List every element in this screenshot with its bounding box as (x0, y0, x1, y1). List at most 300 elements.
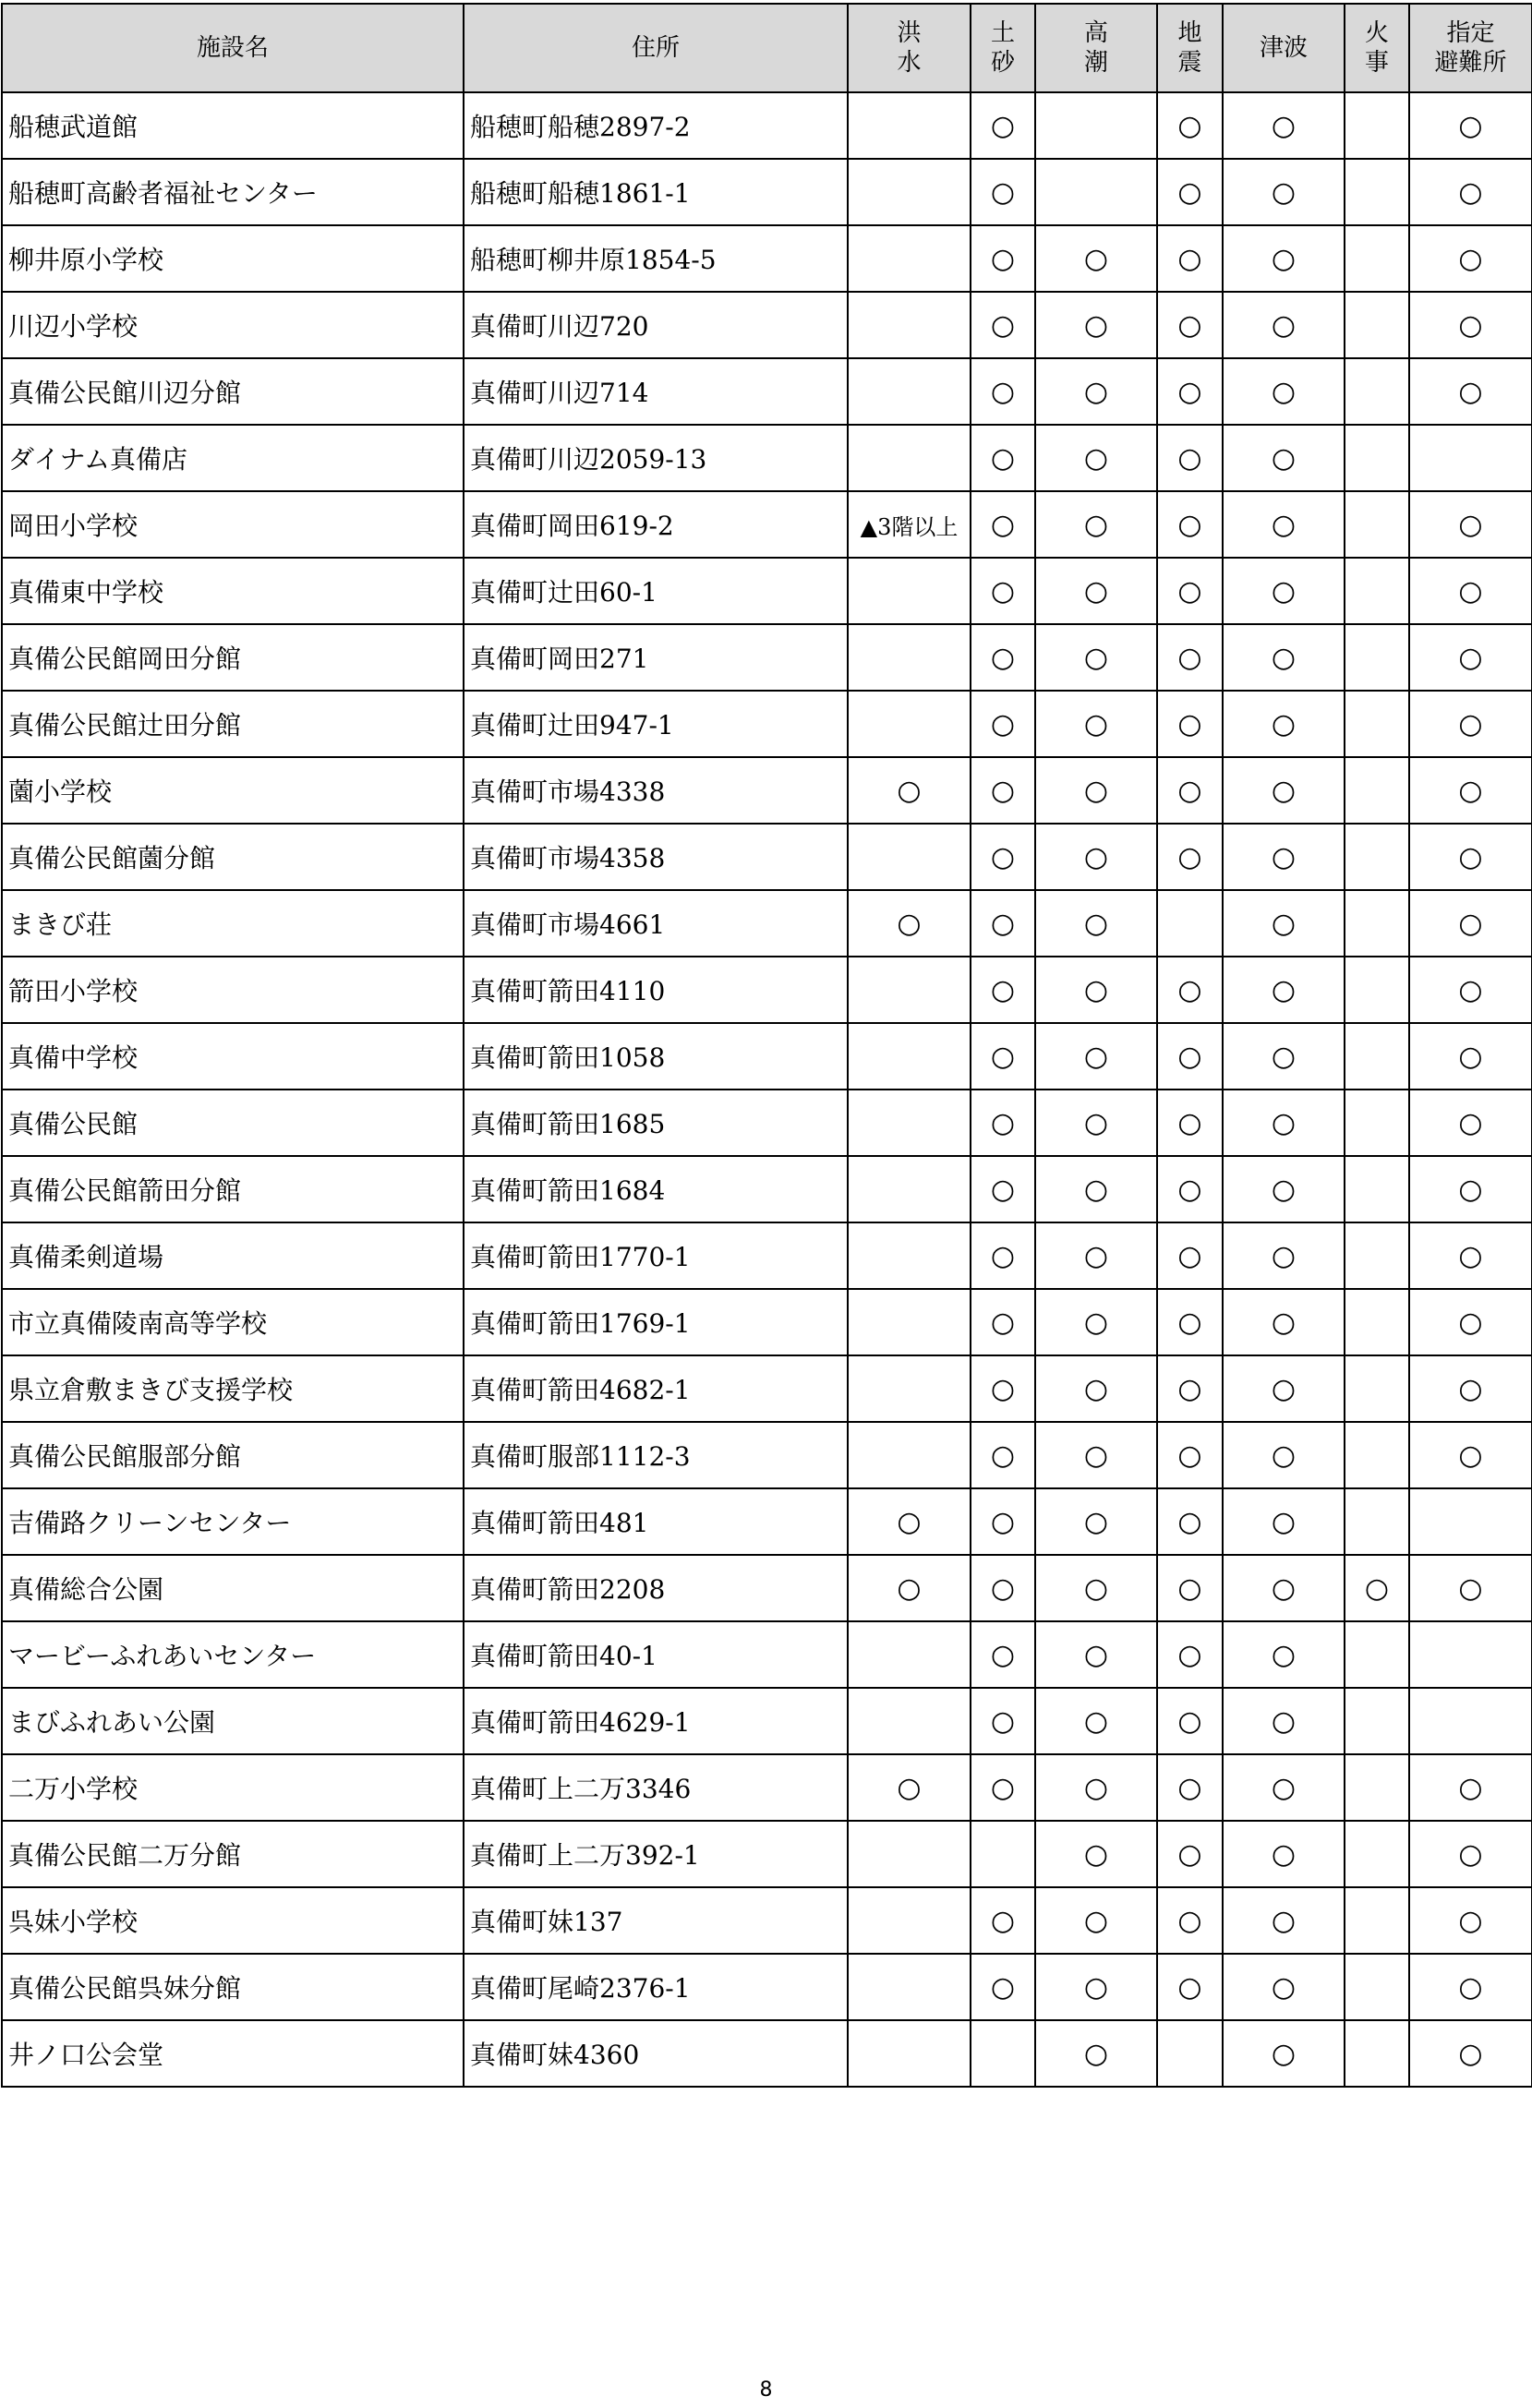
header-flood: 洪 水 (848, 4, 971, 92)
flood-cell (848, 957, 971, 1023)
facility-name-cell: 真備公民館服部分館 (2, 1422, 464, 1488)
facility-name-cell: まびふれあい公園 (2, 1688, 464, 1754)
tsunami-cell: ○ (1223, 425, 1345, 491)
earthquake-cell: ○ (1157, 1156, 1223, 1222)
tsunami-cell: ○ (1223, 1688, 1345, 1754)
storm-surge-cell: ○ (1035, 491, 1157, 558)
designated-shelter-cell: ○ (1409, 1422, 1532, 1488)
facility-name-cell: マービーふれあいセンター (2, 1621, 464, 1688)
landslide-cell: ○ (971, 292, 1035, 358)
facility-name-cell: 真備公民館薗分館 (2, 824, 464, 890)
address-cell: 真備町市場4661 (464, 890, 848, 957)
table-row (2, 358, 1532, 425)
facility-name-cell: 呉妹小学校 (2, 1887, 464, 1954)
storm-surge-cell: ○ (1035, 1754, 1157, 1821)
facility-name-cell: 川辺小学校 (2, 292, 464, 358)
earthquake-cell: ○ (1157, 1821, 1223, 1887)
landslide-cell: ○ (971, 358, 1035, 425)
address-cell: 真備町妹4360 (464, 2020, 848, 2087)
table-row (2, 1289, 1532, 1355)
tsunami-cell: ○ (1223, 1954, 1345, 2020)
table-row (2, 624, 1532, 691)
header-designated-shelter: 指定 避難所 (1409, 4, 1532, 92)
table-row (2, 1555, 1532, 1621)
designated-shelter-cell: ○ (1409, 225, 1532, 292)
storm-surge-cell: ○ (1035, 1156, 1157, 1222)
flood-cell (848, 159, 971, 225)
header-row (2, 4, 1532, 92)
designated-shelter-cell: ○ (1409, 624, 1532, 691)
storm-surge-cell: ○ (1035, 1488, 1157, 1555)
facility-name-cell: 真備公民館二万分館 (2, 1821, 464, 1887)
tsunami-cell: ○ (1223, 92, 1345, 159)
flood-cell (848, 558, 971, 624)
storm-surge-cell: ○ (1035, 1555, 1157, 1621)
storm-surge-cell: ○ (1035, 1688, 1157, 1754)
landslide-cell: ○ (971, 558, 1035, 624)
address-cell: 真備町川辺714 (464, 358, 848, 425)
tsunami-cell: ○ (1223, 1887, 1345, 1954)
facility-name-cell: 県立倉敷まきび支援学校 (2, 1355, 464, 1422)
earthquake-cell: ○ (1157, 691, 1223, 757)
facility-name-cell: 真備公民館岡田分館 (2, 624, 464, 691)
fire-cell (1345, 159, 1409, 225)
page-number: 8 (759, 2378, 773, 2402)
landslide-cell: ○ (971, 1555, 1035, 1621)
fire-cell (1345, 1887, 1409, 1954)
landslide-cell: ○ (971, 890, 1035, 957)
facility-name-cell: 柳井原小学校 (2, 225, 464, 292)
storm-surge-cell: ○ (1035, 1090, 1157, 1156)
designated-shelter-cell: ○ (1409, 2020, 1532, 2087)
fire-cell (1345, 1289, 1409, 1355)
table-row (2, 491, 1532, 558)
table-row (2, 1090, 1532, 1156)
storm-surge-cell: ○ (1035, 1222, 1157, 1289)
storm-surge-cell: ○ (1035, 757, 1157, 824)
table-row (2, 1954, 1532, 2020)
designated-shelter-cell: ○ (1409, 159, 1532, 225)
landslide-cell (971, 1821, 1035, 1887)
fire-cell (1345, 1355, 1409, 1422)
tsunami-cell: ○ (1223, 2020, 1345, 2087)
landslide-cell: ○ (971, 425, 1035, 491)
tsunami-cell: ○ (1223, 824, 1345, 890)
facility-name-cell: 真備総合公園 (2, 1555, 464, 1621)
tsunami-cell: ○ (1223, 159, 1345, 225)
landslide-cell: ○ (971, 1887, 1035, 1954)
designated-shelter-cell: ○ (1409, 824, 1532, 890)
table-row (2, 425, 1532, 491)
tsunami-cell: ○ (1223, 358, 1345, 425)
landslide-cell: ○ (971, 1023, 1035, 1090)
designated-shelter-cell: ○ (1409, 1289, 1532, 1355)
tsunami-cell: ○ (1223, 957, 1345, 1023)
flood-cell: ○ (848, 757, 971, 824)
flood-cell (848, 292, 971, 358)
facility-name-cell: ダイナム真備店 (2, 425, 464, 491)
address-cell: 真備町辻田60-1 (464, 558, 848, 624)
landslide-cell: ○ (971, 624, 1035, 691)
storm-surge-cell: ○ (1035, 624, 1157, 691)
tsunami-cell: ○ (1223, 1821, 1345, 1887)
tsunami-cell: ○ (1223, 1754, 1345, 1821)
fire-cell (1345, 491, 1409, 558)
address-cell: 真備町箭田2208 (464, 1555, 848, 1621)
table-row (2, 1821, 1532, 1887)
landslide-cell: ○ (971, 92, 1035, 159)
fire-cell (1345, 425, 1409, 491)
earthquake-cell: ○ (1157, 92, 1223, 159)
evacuation-facility-table (1, 3, 1532, 2088)
flood-cell (848, 1954, 971, 2020)
table-row (2, 691, 1532, 757)
storm-surge-cell: ○ (1035, 2020, 1157, 2087)
designated-shelter-cell: ○ (1409, 1887, 1532, 1954)
address-cell: 真備町妹137 (464, 1887, 848, 1954)
fire-cell (1345, 1222, 1409, 1289)
earthquake-cell: ○ (1157, 491, 1223, 558)
landslide-cell: ○ (971, 1422, 1035, 1488)
flood-cell (848, 1688, 971, 1754)
fire-cell (1345, 824, 1409, 890)
flood-cell (848, 225, 971, 292)
address-cell: 真備町箭田40-1 (464, 1621, 848, 1688)
fire-cell (1345, 225, 1409, 292)
header-storm-surge: 高 潮 (1035, 4, 1157, 92)
flood-cell (848, 1355, 971, 1422)
fire-cell (1345, 558, 1409, 624)
landslide-cell: ○ (971, 1156, 1035, 1222)
landslide-cell: ○ (971, 1954, 1035, 2020)
storm-surge-cell: ○ (1035, 1954, 1157, 2020)
designated-shelter-cell: ○ (1409, 890, 1532, 957)
earthquake-cell (1157, 2020, 1223, 2087)
flood-cell: ▲3階以上 (848, 491, 971, 558)
fire-cell (1345, 1621, 1409, 1688)
storm-surge-cell: ○ (1035, 1289, 1157, 1355)
table-row (2, 957, 1532, 1023)
storm-surge-cell: ○ (1035, 225, 1157, 292)
designated-shelter-cell: ○ (1409, 491, 1532, 558)
storm-surge-cell (1035, 159, 1157, 225)
earthquake-cell: ○ (1157, 425, 1223, 491)
designated-shelter-cell: ○ (1409, 1555, 1532, 1621)
address-cell: 真備町岡田619-2 (464, 491, 848, 558)
header-facility-name: 施設名 (2, 4, 464, 92)
flood-cell (848, 1090, 971, 1156)
storm-surge-cell: ○ (1035, 890, 1157, 957)
earthquake-cell: ○ (1157, 1555, 1223, 1621)
designated-shelter-cell: ○ (1409, 691, 1532, 757)
flood-cell (848, 1821, 971, 1887)
address-cell: 真備町箭田4682-1 (464, 1355, 848, 1422)
landslide-cell: ○ (971, 824, 1035, 890)
facility-name-cell: 真備公民館呉妹分館 (2, 1954, 464, 2020)
earthquake-cell: ○ (1157, 558, 1223, 624)
address-cell: 真備町尾崎2376-1 (464, 1954, 848, 2020)
flood-cell (848, 358, 971, 425)
address-cell: 船穂町柳井原1854-5 (464, 225, 848, 292)
fire-cell: ○ (1345, 1555, 1409, 1621)
fire-cell (1345, 1954, 1409, 2020)
facility-name-cell: 吉備路クリーンセンター (2, 1488, 464, 1555)
earthquake-cell: ○ (1157, 225, 1223, 292)
designated-shelter-cell (1409, 1688, 1532, 1754)
fire-cell (1345, 1422, 1409, 1488)
table-row (2, 1023, 1532, 1090)
header-tsunami: 津波 (1223, 4, 1345, 92)
storm-surge-cell: ○ (1035, 1422, 1157, 1488)
flood-cell (848, 691, 971, 757)
earthquake-cell: ○ (1157, 1355, 1223, 1422)
facility-name-cell: 二万小学校 (2, 1754, 464, 1821)
landslide-cell: ○ (971, 691, 1035, 757)
table-row (2, 558, 1532, 624)
facility-name-cell: 真備柔剣道場 (2, 1222, 464, 1289)
storm-surge-cell: ○ (1035, 558, 1157, 624)
storm-surge-cell (1035, 92, 1157, 159)
fire-cell (1345, 1488, 1409, 1555)
tsunami-cell: ○ (1223, 1621, 1345, 1688)
table-row (2, 1754, 1532, 1821)
address-cell: 真備町市場4338 (464, 757, 848, 824)
tsunami-cell: ○ (1223, 1222, 1345, 1289)
landslide-cell (971, 2020, 1035, 2087)
earthquake-cell: ○ (1157, 1023, 1223, 1090)
designated-shelter-cell: ○ (1409, 1754, 1532, 1821)
facility-name-cell: 市立真備陵南高等学校 (2, 1289, 464, 1355)
fire-cell (1345, 957, 1409, 1023)
fire-cell (1345, 2020, 1409, 2087)
earthquake-cell: ○ (1157, 1621, 1223, 1688)
designated-shelter-cell: ○ (1409, 358, 1532, 425)
landslide-cell: ○ (971, 1621, 1035, 1688)
storm-surge-cell: ○ (1035, 1621, 1157, 1688)
flood-cell (848, 1156, 971, 1222)
earthquake-cell: ○ (1157, 1090, 1223, 1156)
table-row (2, 292, 1532, 358)
tsunami-cell: ○ (1223, 624, 1345, 691)
tsunami-cell: ○ (1223, 890, 1345, 957)
landslide-cell: ○ (971, 225, 1035, 292)
designated-shelter-cell: ○ (1409, 1355, 1532, 1422)
address-cell: 真備町川辺2059-13 (464, 425, 848, 491)
storm-surge-cell: ○ (1035, 292, 1157, 358)
table-row (2, 824, 1532, 890)
table-row (2, 1422, 1532, 1488)
tsunami-cell: ○ (1223, 491, 1345, 558)
tsunami-cell: ○ (1223, 1555, 1345, 1621)
tsunami-cell: ○ (1223, 225, 1345, 292)
address-cell: 真備町服部1112-3 (464, 1422, 848, 1488)
designated-shelter-cell: ○ (1409, 1821, 1532, 1887)
table-row (2, 1156, 1532, 1222)
fire-cell (1345, 92, 1409, 159)
earthquake-cell: ○ (1157, 159, 1223, 225)
flood-cell (848, 1887, 971, 1954)
landslide-cell: ○ (971, 1289, 1035, 1355)
header-earthquake: 地 震 (1157, 4, 1223, 92)
fire-cell (1345, 292, 1409, 358)
earthquake-cell (1157, 890, 1223, 957)
address-cell: 真備町箭田1685 (464, 1090, 848, 1156)
facility-name-cell: 船穂武道館 (2, 92, 464, 159)
designated-shelter-cell: ○ (1409, 1090, 1532, 1156)
flood-cell (848, 1621, 971, 1688)
fire-cell (1345, 1090, 1409, 1156)
landslide-cell: ○ (971, 1355, 1035, 1422)
flood-cell (848, 624, 971, 691)
storm-surge-cell: ○ (1035, 1887, 1157, 1954)
address-cell: 真備町岡田271 (464, 624, 848, 691)
facility-name-cell: 真備東中学校 (2, 558, 464, 624)
flood-cell (848, 2020, 971, 2087)
tsunami-cell: ○ (1223, 1156, 1345, 1222)
fire-cell (1345, 1023, 1409, 1090)
earthquake-cell: ○ (1157, 1954, 1223, 2020)
storm-surge-cell: ○ (1035, 1821, 1157, 1887)
address-cell: 真備町辻田947-1 (464, 691, 848, 757)
fire-cell (1345, 358, 1409, 425)
designated-shelter-cell (1409, 1488, 1532, 1555)
tsunami-cell: ○ (1223, 1355, 1345, 1422)
designated-shelter-cell: ○ (1409, 1156, 1532, 1222)
table-row (2, 2020, 1532, 2087)
landslide-cell: ○ (971, 491, 1035, 558)
facility-name-cell: 岡田小学校 (2, 491, 464, 558)
table-row (2, 1887, 1532, 1954)
tsunami-cell: ○ (1223, 292, 1345, 358)
address-cell: 真備町箭田4110 (464, 957, 848, 1023)
designated-shelter-cell: ○ (1409, 957, 1532, 1023)
landslide-cell: ○ (971, 1090, 1035, 1156)
address-cell: 真備町市場4358 (464, 824, 848, 890)
facility-name-cell: 真備中学校 (2, 1023, 464, 1090)
facility-name-cell: 井ノ口公会堂 (2, 2020, 464, 2087)
tsunami-cell: ○ (1223, 1023, 1345, 1090)
header-fire: 火 事 (1345, 4, 1409, 92)
earthquake-cell: ○ (1157, 1422, 1223, 1488)
designated-shelter-cell: ○ (1409, 1954, 1532, 2020)
address-cell: 真備町上二万392-1 (464, 1821, 848, 1887)
fire-cell (1345, 1688, 1409, 1754)
facility-name-cell: 真備公民館辻田分館 (2, 691, 464, 757)
designated-shelter-cell: ○ (1409, 558, 1532, 624)
address-cell: 真備町箭田1769-1 (464, 1289, 848, 1355)
storm-surge-cell: ○ (1035, 957, 1157, 1023)
tsunami-cell: ○ (1223, 1488, 1345, 1555)
earthquake-cell: ○ (1157, 1688, 1223, 1754)
fire-cell (1345, 757, 1409, 824)
earthquake-cell: ○ (1157, 957, 1223, 1023)
flood-cell (848, 1289, 971, 1355)
storm-surge-cell: ○ (1035, 824, 1157, 890)
earthquake-cell: ○ (1157, 1222, 1223, 1289)
designated-shelter-cell: ○ (1409, 92, 1532, 159)
address-cell: 真備町箭田4629-1 (464, 1688, 848, 1754)
earthquake-cell: ○ (1157, 624, 1223, 691)
fire-cell (1345, 890, 1409, 957)
tsunami-cell: ○ (1223, 1422, 1345, 1488)
landslide-cell: ○ (971, 1222, 1035, 1289)
address-cell: 真備町箭田481 (464, 1488, 848, 1555)
table-row (2, 757, 1532, 824)
earthquake-cell: ○ (1157, 757, 1223, 824)
earthquake-cell: ○ (1157, 1289, 1223, 1355)
facility-name-cell: まきび荘 (2, 890, 464, 957)
earthquake-cell: ○ (1157, 1887, 1223, 1954)
address-cell: 船穂町船穂1861-1 (464, 159, 848, 225)
flood-cell (848, 1222, 971, 1289)
address-cell: 真備町川辺720 (464, 292, 848, 358)
flood-cell (848, 1422, 971, 1488)
table-row (2, 1488, 1532, 1555)
flood-cell: ○ (848, 890, 971, 957)
facility-name-cell: 箭田小学校 (2, 957, 464, 1023)
tsunami-cell: ○ (1223, 757, 1345, 824)
tsunami-cell: ○ (1223, 691, 1345, 757)
table-row (2, 1355, 1532, 1422)
landslide-cell: ○ (971, 1754, 1035, 1821)
tsunami-cell: ○ (1223, 1289, 1345, 1355)
header-landslide: 土 砂 (971, 4, 1035, 92)
earthquake-cell: ○ (1157, 1754, 1223, 1821)
facility-name-cell: 真備公民館川辺分館 (2, 358, 464, 425)
landslide-cell: ○ (971, 757, 1035, 824)
address-cell: 真備町箭田1058 (464, 1023, 848, 1090)
designated-shelter-cell (1409, 425, 1532, 491)
flood-cell: ○ (848, 1488, 971, 1555)
landslide-cell: ○ (971, 1688, 1035, 1754)
storm-surge-cell: ○ (1035, 1355, 1157, 1422)
table-row (2, 1621, 1532, 1688)
earthquake-cell: ○ (1157, 358, 1223, 425)
facility-name-cell: 薗小学校 (2, 757, 464, 824)
flood-cell: ○ (848, 1555, 971, 1621)
table-row (2, 890, 1532, 957)
flood-cell (848, 824, 971, 890)
tsunami-cell: ○ (1223, 558, 1345, 624)
flood-cell (848, 1023, 971, 1090)
header-address: 住所 (464, 4, 848, 92)
facility-name-cell: 真備公民館箭田分館 (2, 1156, 464, 1222)
designated-shelter-cell: ○ (1409, 1023, 1532, 1090)
table-row (2, 159, 1532, 225)
table-row (2, 225, 1532, 292)
landslide-cell: ○ (971, 957, 1035, 1023)
facility-name-cell: 真備公民館 (2, 1090, 464, 1156)
storm-surge-cell: ○ (1035, 1023, 1157, 1090)
flood-cell (848, 425, 971, 491)
flood-cell: ○ (848, 1754, 971, 1821)
storm-surge-cell: ○ (1035, 358, 1157, 425)
earthquake-cell: ○ (1157, 824, 1223, 890)
storm-surge-cell: ○ (1035, 425, 1157, 491)
address-cell: 船穂町船穂2897-2 (464, 92, 848, 159)
table-row (2, 1688, 1532, 1754)
fire-cell (1345, 1754, 1409, 1821)
designated-shelter-cell: ○ (1409, 1222, 1532, 1289)
flood-cell (848, 92, 971, 159)
landslide-cell: ○ (971, 1488, 1035, 1555)
fire-cell (1345, 624, 1409, 691)
storm-surge-cell: ○ (1035, 691, 1157, 757)
designated-shelter-cell: ○ (1409, 757, 1532, 824)
address-cell: 真備町箭田1684 (464, 1156, 848, 1222)
address-cell: 真備町箭田1770-1 (464, 1222, 848, 1289)
landslide-cell: ○ (971, 159, 1035, 225)
